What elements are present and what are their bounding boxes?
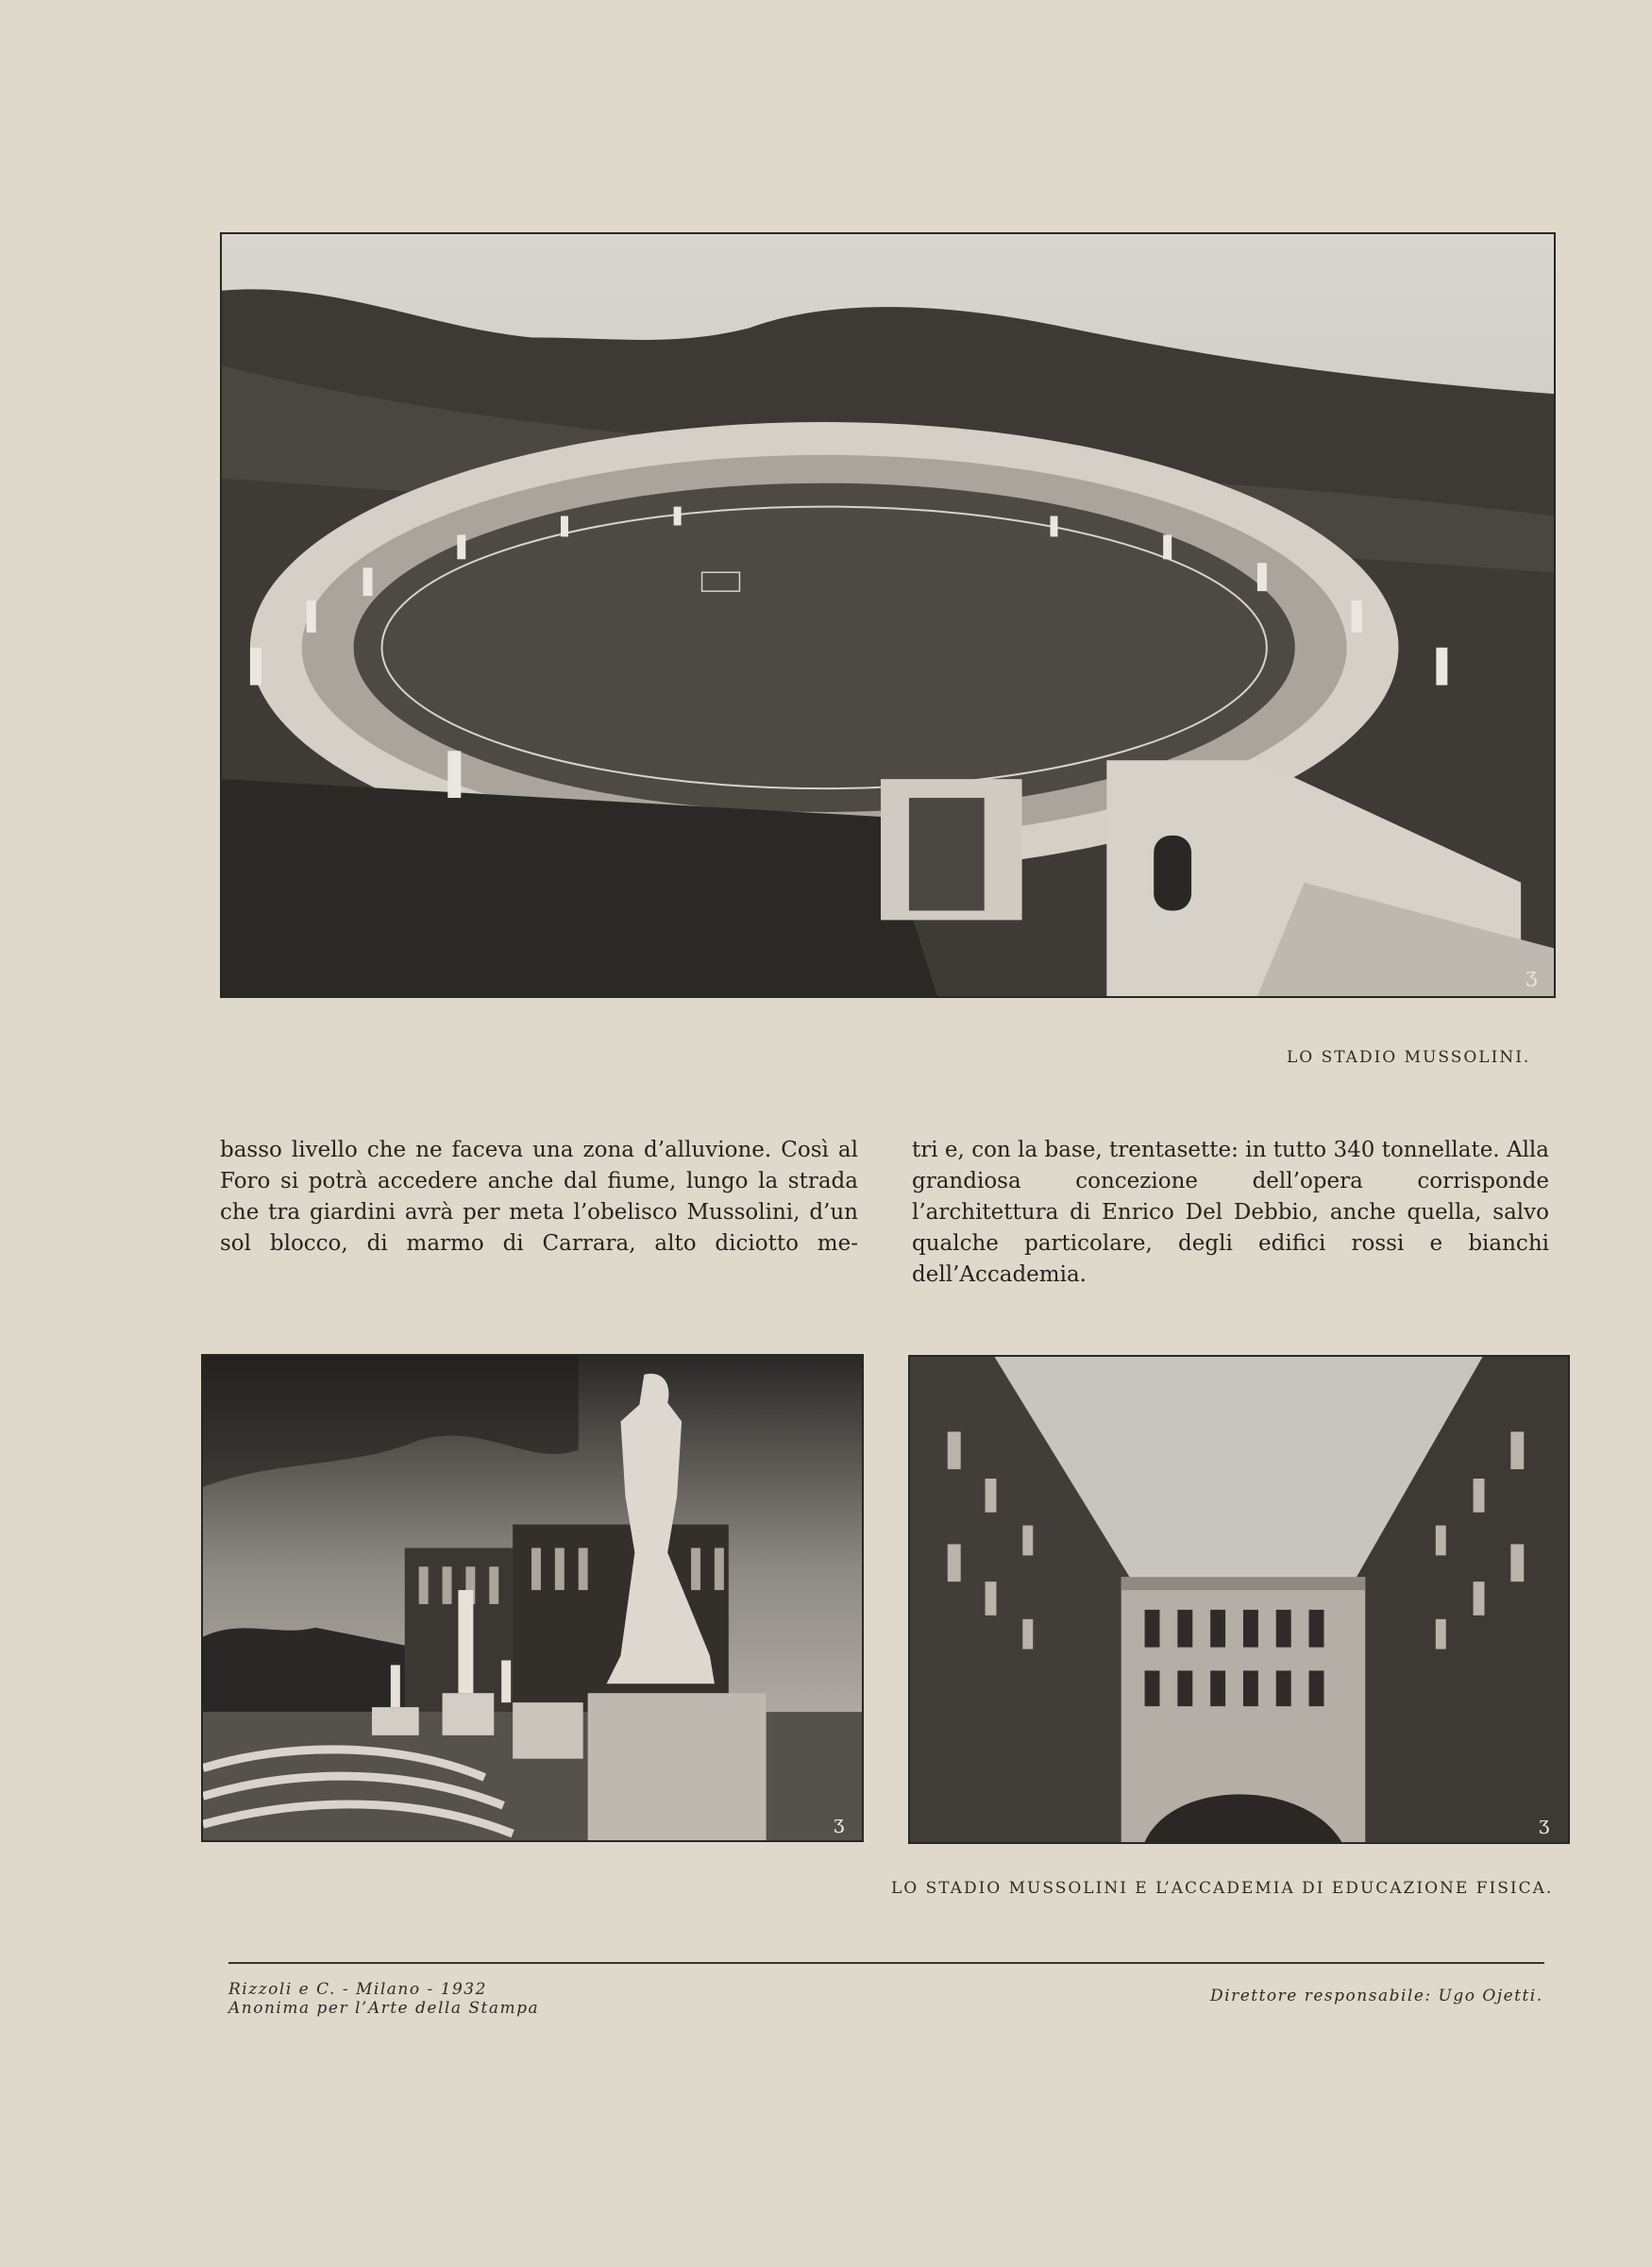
stadium-photo [220, 232, 1556, 998]
stadium-caption: LO STADIO MUSSOLINI. [1287, 1048, 1531, 1067]
academy-monogram: ʒ [1539, 1813, 1550, 1836]
academy-photo [908, 1355, 1570, 1844]
statue-photo [201, 1354, 864, 1842]
publisher-line-1: Rizzoli e C. - Milano - 1932 [228, 1980, 487, 1999]
body-text-left: basso livello che ne faceva una zona d’alluvione. Così al Foro si potrà accedere anche dal fiume, lungo la strada che tra giardini avrà per meta l’obelisco Mussolini, d’un sol blocco, di marmo di Carrara, alto diciotto me- [220, 1138, 858, 1256]
stadium-monogram: ʒ [1526, 964, 1538, 989]
footer-rule [228, 1962, 1544, 1964]
publisher-line-2: Anonima per l’Arte della Stampa [228, 1999, 540, 2018]
academy-caption: LO STADIO MUSSOLINI E L’ACCADEMIA DI EDUCAZIONE FISICA. [891, 1879, 1554, 1898]
body-text-right: tri e, con la base, trentasette: in tutto 340 tonnellate. Alla grandiosa concezione dell’opera corrisponde l’architettura di Enrico Del Debbio, anche quella, salvo qualche particolare, degli edifici rossi e bianchi dell’Accademia. [912, 1138, 1549, 1287]
director-credit: Direttore responsabile: Ugo Ojetti. [1210, 1987, 1543, 2005]
statue-monogram: ʒ [834, 1812, 845, 1835]
